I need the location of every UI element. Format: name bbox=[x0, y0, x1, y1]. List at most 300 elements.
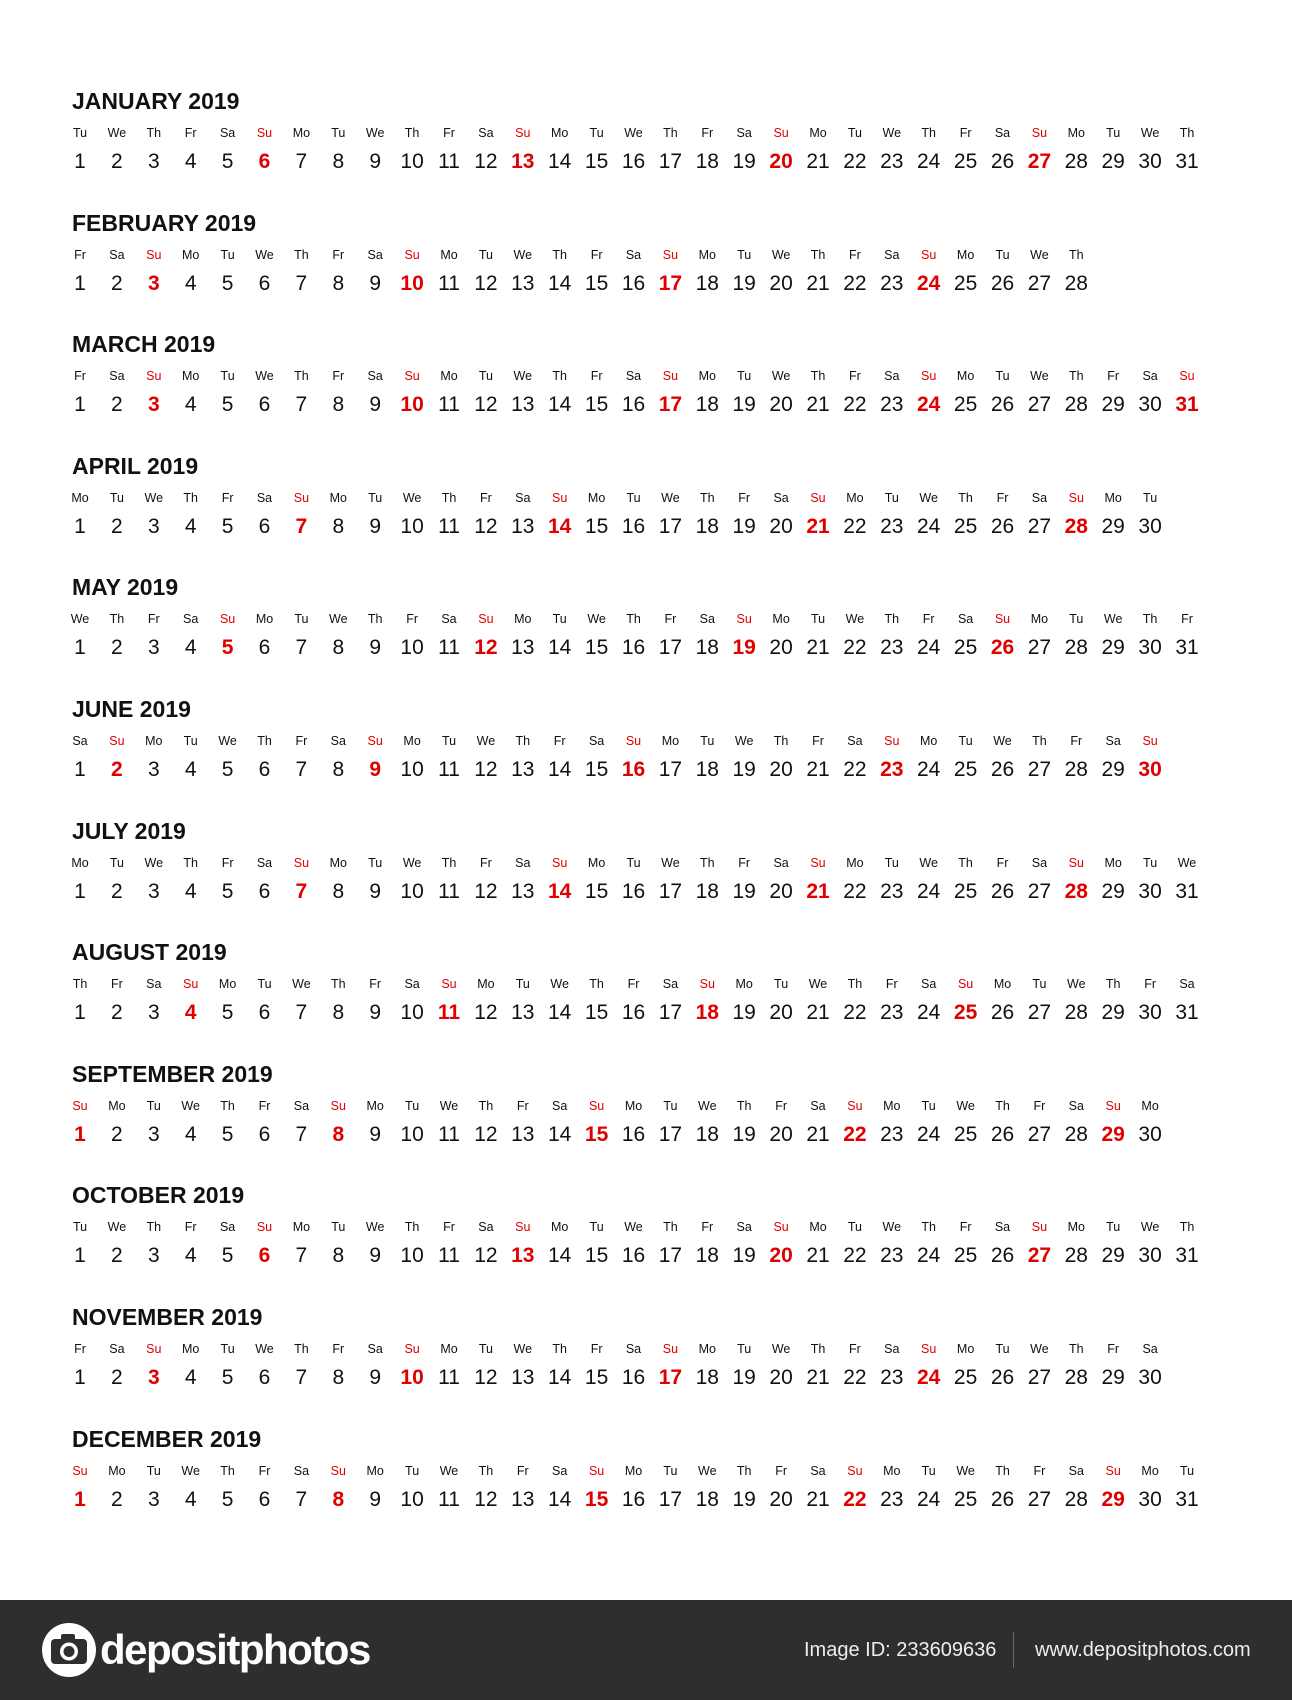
day-number: 9 bbox=[369, 1487, 382, 1511]
weekday-label: Su bbox=[662, 247, 679, 262]
weekday-label: Fr bbox=[922, 612, 935, 627]
site-url-link[interactable]: www.depositphotos.com bbox=[1035, 1639, 1251, 1661]
day-number-sunday: 19 bbox=[732, 636, 756, 660]
weekday-label: We bbox=[624, 126, 643, 140]
day-number: 3 bbox=[147, 1122, 160, 1146]
day-number: 26 bbox=[990, 150, 1015, 173]
day-number: 24 bbox=[917, 1487, 941, 1511]
weekday-label: Th bbox=[552, 1342, 567, 1356]
weekday-label: Sa bbox=[72, 734, 88, 748]
day-number-sunday: 12 bbox=[474, 636, 498, 660]
weekday-label: Sa bbox=[588, 734, 605, 748]
day-number-sunday: 30 bbox=[1138, 758, 1162, 781]
day-number: 11 bbox=[438, 758, 460, 781]
day-number-sunday: 23 bbox=[880, 758, 904, 781]
day-number: 5 bbox=[221, 514, 234, 538]
day-number: 29 bbox=[1101, 1001, 1125, 1025]
day-number-sunday: 24 bbox=[917, 1366, 941, 1389]
weekday-label: Fr bbox=[406, 612, 418, 627]
weekday-label: We bbox=[513, 1342, 533, 1356]
weekday-label: Th bbox=[663, 1220, 678, 1235]
day-number: 19 bbox=[732, 150, 756, 173]
weekday-label: Mo bbox=[956, 247, 975, 262]
day-number: 24 bbox=[917, 758, 941, 781]
weekday-label: Su bbox=[1068, 490, 1084, 505]
weekday-label: Su bbox=[404, 1342, 420, 1356]
weekday-label: Fr bbox=[147, 612, 160, 627]
weekday-label: Tu bbox=[331, 1220, 346, 1235]
day-number: 18 bbox=[695, 636, 719, 660]
day-number: 4 bbox=[184, 1244, 197, 1268]
day-number: 14 bbox=[548, 271, 572, 295]
day-number: 11 bbox=[438, 1244, 460, 1268]
weekday-label: Th bbox=[183, 855, 198, 870]
weekday-label: We bbox=[882, 1220, 902, 1235]
day-number: 7 bbox=[295, 1487, 308, 1511]
weekday-label: Fr bbox=[738, 855, 751, 870]
weekday-label: Fr bbox=[848, 247, 861, 262]
weekday-label: We bbox=[292, 977, 311, 992]
day-number: 4 bbox=[184, 1366, 197, 1389]
weekday-label: We bbox=[107, 126, 127, 140]
day-number-sunday: 31 bbox=[1175, 393, 1199, 417]
weekday-label: Su bbox=[109, 734, 125, 748]
weekday-label: We bbox=[661, 855, 680, 870]
day-number: 23 bbox=[880, 1122, 904, 1146]
day-number: 7 bbox=[295, 1366, 308, 1389]
weekday-label: Tu bbox=[884, 490, 899, 505]
weekday-label: We bbox=[661, 490, 680, 505]
weekday-label: We bbox=[771, 369, 791, 384]
day-number-sunday: 20 bbox=[769, 1244, 793, 1268]
weekday-label: Th bbox=[146, 1220, 162, 1235]
day-number-sunday: 13 bbox=[511, 1244, 535, 1268]
weekday-label: Sa bbox=[957, 612, 974, 627]
day-number: 5 bbox=[221, 1366, 234, 1389]
weekday-label: Su bbox=[957, 977, 974, 992]
day-number: 8 bbox=[332, 758, 345, 781]
day-number-sunday: 10 bbox=[400, 271, 424, 295]
month-block bbox=[0, 1425, 1292, 1545]
weekday-label: Th bbox=[1142, 612, 1158, 627]
footer-divider bbox=[1013, 1632, 1014, 1668]
day-number-sunday: 21 bbox=[806, 514, 830, 538]
day-number: 25 bbox=[953, 271, 978, 295]
weekday-label: Fr bbox=[996, 490, 1009, 505]
day-number: 12 bbox=[474, 271, 498, 295]
day-number: 20 bbox=[769, 1366, 793, 1389]
weekday-label: Sa bbox=[330, 734, 346, 748]
day-number: 20 bbox=[769, 1001, 793, 1025]
day-number: 24 bbox=[917, 150, 941, 173]
day-number: 28 bbox=[1064, 393, 1088, 417]
day-number: 13 bbox=[511, 393, 535, 417]
weekday-label: Sa bbox=[1105, 734, 1121, 748]
day-number: 27 bbox=[1027, 758, 1052, 781]
day-number: 3 bbox=[147, 1244, 160, 1268]
weekday-label: Fr bbox=[443, 126, 455, 140]
weekday-label: Tu bbox=[552, 612, 567, 627]
day-number: 28 bbox=[1064, 1244, 1088, 1268]
day-number: 14 bbox=[548, 1366, 572, 1389]
weekday-label: Mo bbox=[440, 369, 458, 384]
day-number: 15 bbox=[584, 393, 609, 417]
day-number: 3 bbox=[147, 758, 160, 781]
weekday-label: Th bbox=[995, 1463, 1010, 1478]
day-number: 19 bbox=[732, 1001, 756, 1025]
weekday-label: Su bbox=[552, 855, 568, 870]
day-number-sunday: 5 bbox=[221, 636, 234, 660]
weekday-label: Tu bbox=[478, 247, 493, 262]
weekday-label: Sa bbox=[293, 1463, 310, 1478]
weekday-label: Fr bbox=[443, 1220, 455, 1235]
day-number: 24 bbox=[917, 636, 941, 660]
day-number: 18 bbox=[695, 1122, 719, 1146]
day-number: 6 bbox=[258, 636, 271, 660]
weekday-label: Th bbox=[921, 1220, 936, 1235]
weekday-label: Su bbox=[1142, 734, 1158, 748]
day-number: 21 bbox=[806, 150, 830, 173]
weekday-label: Tu bbox=[72, 1220, 88, 1235]
weekday-label: Fr bbox=[1144, 977, 1156, 992]
day-number: 23 bbox=[880, 879, 904, 903]
day-number: 13 bbox=[511, 1487, 535, 1511]
day-number: 24 bbox=[917, 514, 941, 538]
weekday-label: Fr bbox=[332, 247, 345, 262]
weekday-label: Fr bbox=[701, 1220, 714, 1235]
weekday-label: We bbox=[439, 1098, 459, 1113]
brand-logo-text[interactable]: depositphotos bbox=[100, 1626, 370, 1673]
day-number: 23 bbox=[880, 1366, 904, 1389]
day-number: 2 bbox=[111, 393, 123, 417]
day-number: 17 bbox=[658, 1487, 683, 1511]
day-number: 4 bbox=[184, 1122, 197, 1146]
month-title: DECEMBER 2019 bbox=[72, 1425, 262, 1452]
weekday-label: Th bbox=[1069, 369, 1084, 384]
day-number: 3 bbox=[147, 1487, 160, 1511]
weekday-label: Mo bbox=[182, 247, 200, 262]
day-number: 22 bbox=[843, 636, 867, 660]
day-number: 16 bbox=[621, 1001, 646, 1025]
day-number: 19 bbox=[732, 1487, 756, 1511]
weekday-label: Th bbox=[478, 1098, 494, 1113]
day-number: 19 bbox=[732, 1122, 756, 1146]
day-number: 16 bbox=[621, 271, 646, 295]
weekday-label: Fr bbox=[775, 1463, 787, 1478]
weekday-label: Tu bbox=[958, 734, 973, 748]
weekday-label: Fr bbox=[1181, 612, 1193, 627]
day-number: 16 bbox=[621, 1487, 646, 1511]
day-number: 3 bbox=[147, 879, 160, 903]
day-number: 16 bbox=[621, 150, 646, 173]
weekday-label: Sa bbox=[1068, 1098, 1084, 1113]
day-number: 22 bbox=[843, 271, 867, 295]
weekday-label: Fr bbox=[184, 126, 197, 140]
weekday-label: Su bbox=[515, 1220, 531, 1235]
weekday-label: Sa bbox=[1142, 369, 1158, 384]
day-number: 16 bbox=[621, 636, 646, 660]
weekday-label: Sa bbox=[256, 855, 273, 870]
day-number: 18 bbox=[695, 150, 719, 173]
day-number: 4 bbox=[184, 393, 197, 417]
day-number: 8 bbox=[332, 150, 345, 173]
day-number-sunday: 3 bbox=[147, 393, 160, 417]
day-number: 18 bbox=[695, 1487, 719, 1511]
weekday-label: Tu bbox=[405, 1098, 420, 1113]
weekday-label: Th bbox=[810, 1342, 826, 1356]
day-number: 28 bbox=[1064, 1487, 1088, 1511]
weekday-label: Su bbox=[330, 1463, 346, 1478]
month-block bbox=[0, 1181, 1292, 1301]
weekday-label: Tu bbox=[737, 1342, 752, 1356]
weekday-label: Th bbox=[773, 734, 789, 748]
day-number: 5 bbox=[221, 1122, 234, 1146]
weekday-label: Th bbox=[294, 247, 309, 262]
weekday-label: We bbox=[70, 612, 90, 627]
month-title: JULY 2019 bbox=[72, 817, 186, 844]
weekday-label: Mo bbox=[292, 126, 311, 140]
weekday-label: Mo bbox=[366, 1463, 384, 1478]
weekday-label: Tu bbox=[405, 1463, 420, 1478]
day-number: 22 bbox=[843, 393, 867, 417]
weekday-label: Fr bbox=[1107, 1342, 1120, 1356]
weekday-label: Sa bbox=[478, 1220, 494, 1235]
weekday-label: Su bbox=[552, 490, 568, 505]
weekday-label: Th bbox=[810, 247, 826, 262]
weekday-label: Mo bbox=[1104, 855, 1122, 870]
weekday-label: Tu bbox=[331, 126, 346, 140]
weekday-label: Sa bbox=[404, 977, 420, 992]
month-block bbox=[0, 817, 1292, 937]
day-number: 5 bbox=[221, 758, 234, 781]
day-number: 29 bbox=[1101, 758, 1125, 781]
weekday-label: Mo bbox=[698, 1342, 716, 1356]
weekday-label: Su bbox=[847, 1463, 863, 1478]
weekday-label: Th bbox=[404, 126, 420, 140]
day-number: 11 bbox=[438, 636, 460, 660]
weekday-label: Mo bbox=[440, 247, 458, 262]
day-number: 17 bbox=[658, 150, 683, 173]
weekday-label: Th bbox=[921, 126, 936, 140]
weekday-label: Su bbox=[441, 977, 457, 992]
weekday-label: Th bbox=[847, 977, 863, 992]
day-number-sunday: 6 bbox=[258, 1244, 271, 1268]
weekday-label: Mo bbox=[108, 1098, 126, 1113]
weekday-label: We bbox=[734, 734, 754, 748]
day-number: 9 bbox=[369, 393, 382, 417]
day-number: 28 bbox=[1064, 1122, 1088, 1146]
weekday-label: Tu bbox=[1106, 126, 1121, 140]
weekday-label: We bbox=[698, 1463, 717, 1478]
day-number: 4 bbox=[184, 514, 197, 538]
day-number: 20 bbox=[769, 514, 793, 538]
weekday-label: We bbox=[808, 977, 828, 992]
weekday-label: Mo bbox=[883, 1098, 901, 1113]
weekday-label: Su bbox=[1031, 126, 1048, 140]
day-number: 9 bbox=[369, 879, 382, 903]
weekday-label: Tu bbox=[995, 1342, 1010, 1356]
weekday-label: Tu bbox=[921, 1463, 936, 1478]
weekday-label: Th bbox=[441, 855, 457, 870]
weekday-label: Su bbox=[847, 1098, 863, 1113]
weekday-label: Th bbox=[1105, 977, 1121, 992]
weekday-label: Su bbox=[330, 1098, 346, 1113]
day-number: 26 bbox=[990, 1366, 1015, 1389]
weekday-label: Th bbox=[1069, 1342, 1084, 1356]
day-number: 15 bbox=[584, 271, 609, 295]
weekday-label: Su bbox=[72, 1098, 88, 1113]
weekday-label: Su bbox=[1031, 1220, 1048, 1235]
day-number: 8 bbox=[332, 879, 345, 903]
day-number-sunday: 17 bbox=[658, 271, 683, 295]
day-number: 20 bbox=[769, 1122, 793, 1146]
day-number-sunday: 8 bbox=[332, 1487, 345, 1511]
day-number: 16 bbox=[621, 1122, 646, 1146]
weekday-label: Mo bbox=[587, 490, 606, 505]
day-number: 26 bbox=[990, 1122, 1015, 1146]
weekday-label: Tu bbox=[478, 369, 493, 384]
day-number: 1 bbox=[74, 1366, 86, 1389]
month-title: MARCH 2019 bbox=[72, 331, 216, 358]
weekday-label: We bbox=[329, 612, 348, 627]
day-number: 28 bbox=[1064, 758, 1088, 781]
day-number-sunday: 14 bbox=[548, 514, 572, 538]
weekday-label: We bbox=[107, 1220, 127, 1235]
day-number: 27 bbox=[1027, 271, 1052, 295]
weekday-label: Sa bbox=[884, 1342, 900, 1356]
weekday-label: Su bbox=[72, 1463, 88, 1478]
weekday-label: Tu bbox=[663, 1463, 678, 1478]
weekday-label: Su bbox=[1105, 1098, 1121, 1113]
day-number: 2 bbox=[111, 1244, 123, 1268]
weekday-label: Th bbox=[810, 369, 826, 384]
day-number: 26 bbox=[990, 514, 1015, 538]
day-number: 16 bbox=[621, 393, 646, 417]
day-number: 7 bbox=[295, 1244, 308, 1268]
weekday-label: Mo bbox=[993, 977, 1012, 992]
weekday-label: Su bbox=[994, 612, 1011, 627]
day-number: 21 bbox=[806, 393, 830, 417]
weekday-label: Sa bbox=[662, 977, 679, 992]
day-number: 12 bbox=[474, 1122, 498, 1146]
month-title: JUNE 2019 bbox=[72, 696, 191, 722]
weekday-label: Th bbox=[183, 490, 198, 505]
month-title: AUGUST 2019 bbox=[72, 939, 227, 966]
weekday-label: Fr bbox=[590, 247, 603, 262]
day-number: 28 bbox=[1064, 1001, 1088, 1025]
day-number: 11 bbox=[438, 514, 460, 538]
weekday-label: We bbox=[1030, 247, 1049, 262]
day-number: 24 bbox=[917, 1122, 941, 1146]
weekday-label: Th bbox=[1179, 126, 1195, 140]
weekday-label: Su bbox=[146, 247, 162, 262]
day-number: 11 bbox=[438, 1366, 460, 1389]
day-number: 6 bbox=[258, 271, 271, 295]
day-number: 26 bbox=[990, 1487, 1015, 1511]
day-number: 3 bbox=[147, 150, 160, 173]
weekday-label: Tu bbox=[368, 855, 383, 870]
weekday-label: Th bbox=[1179, 1220, 1195, 1235]
weekday-label: Fr bbox=[74, 369, 86, 384]
day-number-sunday: 20 bbox=[769, 150, 793, 173]
weekday-label: Sa bbox=[773, 490, 789, 505]
month-block bbox=[0, 1303, 1292, 1423]
day-number: 7 bbox=[295, 271, 308, 295]
day-number: 11 bbox=[438, 1487, 460, 1511]
weekday-label: Fr bbox=[258, 1098, 271, 1113]
weekday-label: Fr bbox=[590, 1342, 603, 1356]
weekday-label: Su bbox=[183, 977, 199, 992]
weekday-label: Mo bbox=[71, 855, 89, 870]
day-number: 10 bbox=[400, 1487, 424, 1511]
weekday-label: Fr bbox=[516, 1098, 529, 1113]
day-number: 27 bbox=[1027, 879, 1052, 903]
day-number: 4 bbox=[184, 879, 197, 903]
weekday-label: We bbox=[1177, 855, 1197, 870]
day-number: 27 bbox=[1027, 514, 1052, 538]
weekday-label: Fr bbox=[848, 369, 861, 384]
weekday-label: We bbox=[698, 1098, 717, 1113]
day-number: 15 bbox=[584, 514, 609, 538]
day-number: 17 bbox=[658, 1244, 683, 1268]
weekday-label: Fr bbox=[479, 490, 492, 505]
day-number: 26 bbox=[990, 393, 1015, 417]
day-number: 19 bbox=[732, 1244, 756, 1268]
weekday-label: Sa bbox=[1179, 977, 1195, 992]
day-number: 30 bbox=[1138, 1122, 1162, 1146]
day-number: 10 bbox=[400, 636, 424, 660]
day-number-sunday: 21 bbox=[806, 879, 830, 903]
weekday-label: Sa bbox=[109, 369, 125, 384]
weekday-label: Mo bbox=[71, 490, 89, 505]
weekday-label: We bbox=[255, 1342, 274, 1356]
weekday-label: Tu bbox=[220, 369, 235, 384]
weekday-label: Fr bbox=[627, 977, 640, 992]
weekday-label: Sa bbox=[625, 1342, 642, 1356]
day-number: 13 bbox=[511, 271, 535, 295]
weekday-label: Mo bbox=[366, 1098, 384, 1113]
weekday-label: We bbox=[181, 1463, 200, 1478]
day-number: 11 bbox=[438, 393, 460, 417]
day-number: 8 bbox=[332, 636, 345, 660]
weekday-label: Th bbox=[736, 1098, 752, 1113]
day-number: 2 bbox=[111, 150, 123, 173]
month-block bbox=[0, 452, 1292, 572]
weekday-label: Su bbox=[404, 247, 420, 262]
weekday-label: Mo bbox=[698, 247, 716, 262]
day-number: 20 bbox=[769, 636, 793, 660]
weekday-label: Tu bbox=[921, 1098, 936, 1113]
weekday-label: We bbox=[845, 612, 865, 627]
weekday-label: Su bbox=[146, 1342, 162, 1356]
weekday-label: Fr bbox=[295, 734, 308, 748]
day-number: 8 bbox=[332, 393, 345, 417]
weekday-label: Tu bbox=[847, 126, 862, 140]
month-title: SEPTEMBER 2019 bbox=[72, 1060, 273, 1087]
weekday-label: Sa bbox=[552, 1098, 568, 1113]
day-number: 13 bbox=[511, 1122, 535, 1146]
weekday-label: Su bbox=[515, 126, 531, 140]
weekday-label: Su bbox=[699, 977, 715, 992]
day-number: 20 bbox=[769, 758, 793, 781]
day-number: 20 bbox=[769, 879, 793, 903]
day-number-sunday: 11 bbox=[437, 1001, 461, 1025]
weekday-label: Fr bbox=[221, 855, 234, 870]
day-number: 12 bbox=[474, 1244, 498, 1268]
day-number: 7 bbox=[295, 150, 308, 173]
day-number: 16 bbox=[621, 1366, 646, 1389]
weekday-label: Fr bbox=[959, 126, 972, 140]
